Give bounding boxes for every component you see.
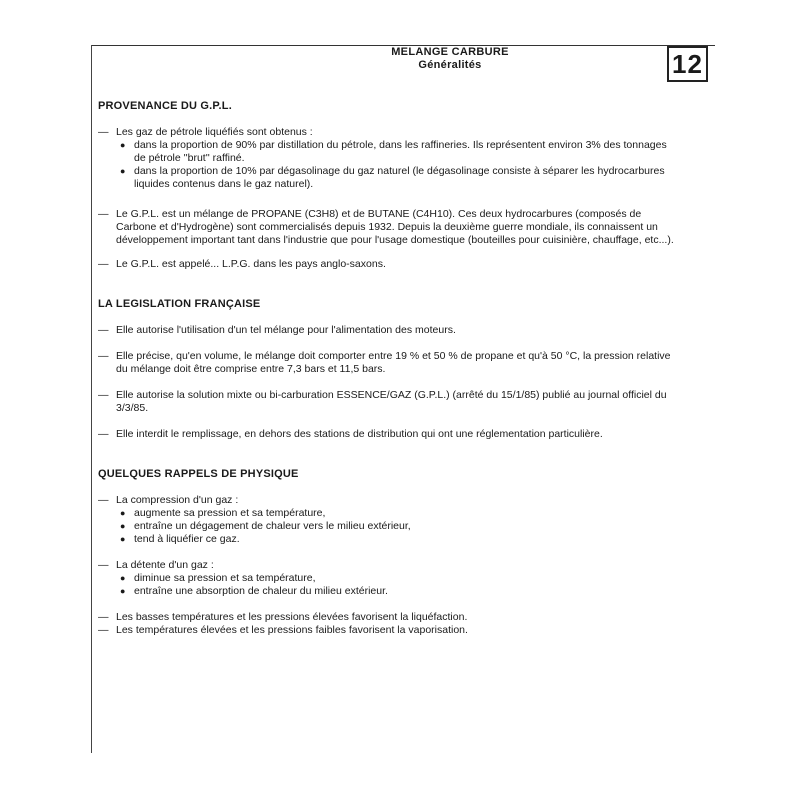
page-title: MELANGE CARBURE <box>391 46 509 58</box>
list-item <box>98 389 678 415</box>
dash-icon: — <box>98 428 109 440</box>
bullet-item <box>116 533 678 546</box>
page-header <box>300 46 600 72</box>
list-item <box>98 494 678 546</box>
page-subtitle: Généralités <box>418 59 482 71</box>
bullet-icon: ● <box>120 534 126 544</box>
bullet-icon: ● <box>120 586 126 596</box>
bullet-text: tend à liquéfier ce gaz. <box>134 533 240 545</box>
item-text: Elle autorise l'utilisation d'un tel mélange pour l'alimentation des moteurs. <box>116 324 456 336</box>
bullet-icon: ● <box>120 166 126 176</box>
dash-icon: — <box>98 389 109 401</box>
bullet-item <box>116 165 678 191</box>
item-text: La détente d'un gaz : <box>116 559 214 571</box>
dash-icon: — <box>98 208 109 220</box>
item-text: Elle précise, qu'en volume, le mélange doit comporter entre 19 % et 50 % de propane et qu'à 50 °C, la pression relative du mélange doit être comprise entre 7,3 bars et 11,5 bars. <box>116 350 671 375</box>
list-item <box>98 350 678 376</box>
bullet-icon: ● <box>120 508 126 518</box>
list-item <box>98 624 678 637</box>
bullet-item <box>116 520 678 533</box>
item-text: Les gaz de pétrole liquéfiés sont obtenus : <box>116 126 313 138</box>
list-item <box>98 611 678 624</box>
list-item <box>98 126 678 191</box>
section-title: LA LEGISLATION FRANÇAISE <box>98 298 261 310</box>
section-legislation <box>98 298 678 441</box>
bullet-icon: ● <box>120 573 126 583</box>
item-text: Le G.P.L. est appelé... L.P.G. dans les pays anglo-saxons. <box>116 258 386 270</box>
section-title: PROVENANCE DU G.P.L. <box>98 100 232 112</box>
bullet-icon: ● <box>120 140 126 150</box>
page-number: 12 <box>672 49 703 79</box>
item-text: La compression d'un gaz : <box>116 494 239 506</box>
dash-icon: — <box>98 559 109 571</box>
bullet-item <box>116 572 678 585</box>
section-provenance <box>98 100 678 271</box>
item-text: Le G.P.L. est un mélange de PROPANE (C3H8) et de BUTANE (C4H10). Ces deux hydrocarbures (composés de Carbone et d'Hydrogène) sont commercialisés depuis 1932. Depuis la deuxième guerre mondiale, ils connaissent un développement important tant dans l'industrie que pour l'usage domestique (bouteilles pour cuisinière, chauffage, etc...). <box>116 208 674 246</box>
item-text: Les températures élevées et les pressions faibles favorisent la vaporisation. <box>116 624 468 636</box>
dash-icon: — <box>98 624 109 636</box>
bullet-item <box>116 507 678 520</box>
dash-icon: — <box>98 350 109 362</box>
list-item <box>98 428 678 441</box>
list-item <box>98 258 678 271</box>
left-margin-rule <box>91 45 92 753</box>
dash-icon: — <box>98 611 109 623</box>
dash-icon: — <box>98 258 109 270</box>
item-text: Les basses températures et les pressions élevées favorisent la liquéfaction. <box>116 611 468 623</box>
bullet-text: entraîne un dégagement de chaleur vers le milieu extérieur, <box>134 520 411 532</box>
section-physique <box>98 468 678 637</box>
bullet-text: dans la proportion de 90% par distillation du pétrole, dans les raffineries. Ils représentent environ 3% des tonnages de pétrole ''brut'' raffiné. <box>134 139 667 164</box>
document-body <box>98 100 678 637</box>
dash-icon: — <box>98 126 109 138</box>
bullet-text: diminue sa pression et sa température, <box>134 572 316 584</box>
bullet-text: dans la proportion de 10% par dégasolinage du gaz naturel (le dégasolinage consiste à séparer les hydrocarbures liquides contenus dans le gaz naturel). <box>134 165 665 190</box>
list-item <box>98 208 678 247</box>
bullet-item <box>116 585 678 598</box>
bullet-text: entraîne une absorption de chaleur du milieu extérieur. <box>134 585 388 597</box>
section-title: QUELQUES RAPPELS DE PHYSIQUE <box>98 468 299 480</box>
bullet-text: augmente sa pression et sa température, <box>134 507 326 519</box>
dash-icon: — <box>98 494 109 506</box>
item-text: Elle autorise la solution mixte ou bi-carburation ESSENCE/GAZ (G.P.L.) (arrêté du 15/1/85) publié au journal officiel du 3/3/85. <box>116 389 667 414</box>
item-text: Elle interdit le remplissage, en dehors des stations de distribution qui ont une réglementation particulière. <box>116 428 603 440</box>
bullet-item <box>116 139 678 165</box>
dash-icon: — <box>98 324 109 336</box>
list-item <box>98 324 678 337</box>
bullet-icon: ● <box>120 521 126 531</box>
list-item <box>98 559 678 598</box>
page-number-box <box>667 46 708 82</box>
